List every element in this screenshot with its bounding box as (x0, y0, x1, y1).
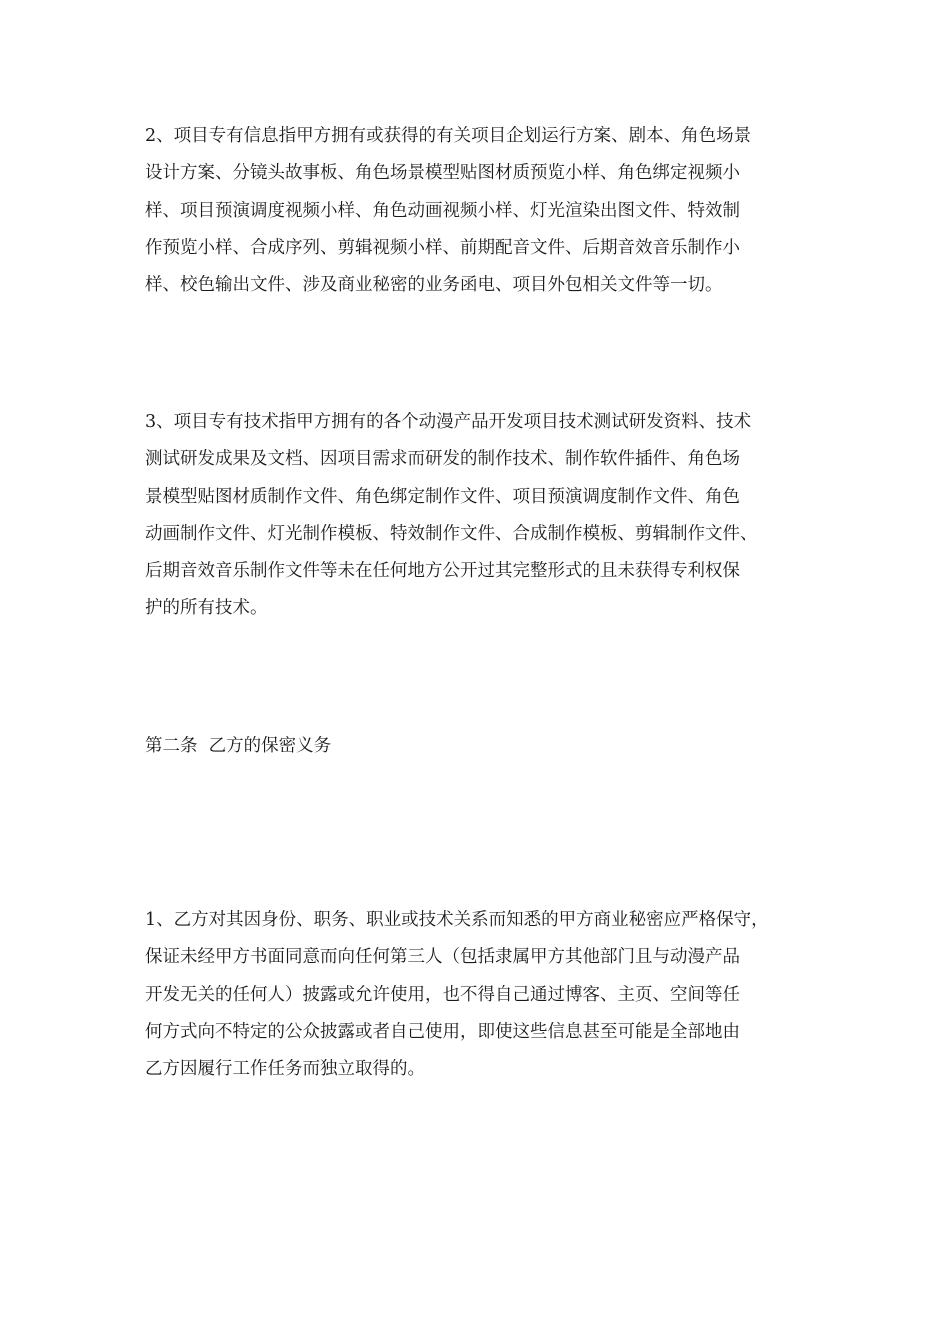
paragraph-line: 乙方因履行工作任务而独立取得的。 (145, 1059, 425, 1080)
paragraph-line: 景模型贴图材质制作文件、角色绑定制作文件、项目预演调度制作文件、角色 (145, 486, 740, 507)
paragraph-line: 开发无关的任何人）披露或允许使用，也不得自己通过博客、主页、空间等任 (145, 984, 740, 1005)
paragraph-line: 2、项目专有信息指甲方拥有或获得的有关项目企划运行方案、剧本、角色场景 (145, 126, 752, 146)
paragraph-line: 作预览小样、合成序列、剪辑视频小样、前期配音文件、后期音效音乐制作小 (145, 237, 740, 258)
paragraph-line: 设计方案、分镜头故事板、角色场景模型贴图材质预览小样、角色绑定视频小 (145, 163, 740, 184)
paragraph-line: 样、校色输出文件、涉及商业秘密的业务函电、项目外包相关文件等一切。 (145, 275, 723, 296)
article-2-paragraph-1 (145, 902, 815, 1088)
paragraph-line: 保证未经甲方书面同意而向任何第三人（包括隶属甲方其他部门且与动漫产品 (145, 947, 740, 968)
paragraph-3 (145, 404, 815, 628)
article-heading: 第二条 乙方的保密义务 (145, 736, 332, 756)
paragraph-line: 样、项目预演调度视频小样、角色动画视频小样、灯光渲染出图文件、特效制 (145, 200, 740, 221)
paragraph-2 (145, 118, 815, 304)
paragraph-line: 护的所有技术。 (145, 598, 268, 619)
paragraph-line: 何方式向不特定的公众披露或者自己使用，即使这些信息甚至可能是全部地由 (145, 1021, 740, 1042)
paragraph-line: 3、项目专有技术指甲方拥有的各个动漫产品开发项目技术测试研发资料、技术 (145, 412, 752, 432)
paragraph-line: 动画制作文件、灯光制作模板、特效制作文件、合成制作模板、剪辑制作文件、 (145, 523, 758, 544)
paragraph-line: 1、乙方对其因身份、职务、职业或技术关系而知悉的甲方商业秘密应严格保守， (145, 910, 769, 930)
paragraph-line: 测试研发成果及文档、因项目需求而研发的制作技术、制作软件插件、角色场 (145, 449, 740, 470)
paragraph-line: 后期音效音乐制作文件等未在任何地方公开过其完整形式的且未获得专利权保 (145, 561, 740, 582)
article-2-heading-block (145, 728, 815, 765)
